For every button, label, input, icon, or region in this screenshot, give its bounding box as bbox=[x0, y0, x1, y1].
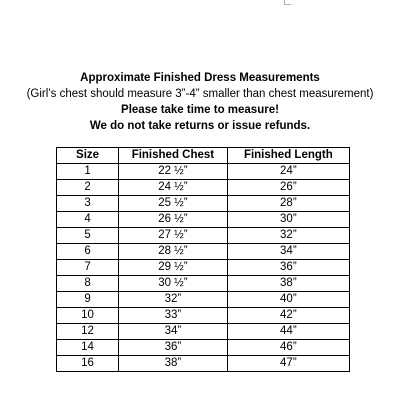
cell-chest: 24 ½” bbox=[119, 180, 228, 196]
cell-chest: 36” bbox=[119, 340, 228, 356]
cell-chest: 28 ½” bbox=[119, 244, 228, 260]
returns-policy: We do not take returns or issue refunds. bbox=[89, 120, 311, 132]
cell-size: 12 bbox=[57, 324, 119, 340]
table-row bbox=[57, 276, 350, 292]
page-corner-mark bbox=[284, 0, 291, 5]
cell-size: 6 bbox=[57, 244, 119, 260]
cell-length: 34” bbox=[227, 244, 349, 260]
cell-chest: 33” bbox=[119, 308, 228, 324]
table-header-row bbox=[57, 148, 350, 164]
cell-length: 28” bbox=[227, 196, 349, 212]
cell-size: 1 bbox=[57, 164, 119, 180]
cell-length: 42” bbox=[227, 308, 349, 324]
measurement-note: (Girl’s chest should measure 3”-4” smaller than chest measurement) bbox=[26, 88, 374, 100]
cell-length: 40” bbox=[227, 292, 349, 308]
cell-size: 10 bbox=[57, 308, 119, 324]
cell-chest: 38” bbox=[119, 356, 228, 372]
table-row bbox=[57, 340, 350, 356]
cell-chest: 30 ½” bbox=[119, 276, 228, 292]
table-row bbox=[57, 244, 350, 260]
cell-size: 8 bbox=[57, 276, 119, 292]
table-row bbox=[57, 180, 350, 196]
table-row bbox=[57, 308, 350, 324]
cell-length: 46” bbox=[227, 340, 349, 356]
cell-length: 30” bbox=[227, 212, 349, 228]
cell-length: 47” bbox=[227, 356, 349, 372]
cell-chest: 26 ½” bbox=[119, 212, 228, 228]
cell-size: 3 bbox=[57, 196, 119, 212]
table-row bbox=[57, 228, 350, 244]
table-row bbox=[57, 164, 350, 180]
table-row bbox=[57, 324, 350, 340]
table-row bbox=[57, 260, 350, 276]
cell-length: 36” bbox=[227, 260, 349, 276]
cell-size: 9 bbox=[57, 292, 119, 308]
cell-size: 4 bbox=[57, 212, 119, 228]
cell-chest: 29 ½” bbox=[119, 260, 228, 276]
cell-length: 24” bbox=[227, 164, 349, 180]
cell-size: 16 bbox=[57, 356, 119, 372]
measure-instruction: Please take time to measure! bbox=[121, 104, 279, 116]
header-finished-chest: Finished Chest bbox=[119, 148, 228, 164]
header-size: Size bbox=[57, 148, 119, 164]
cell-length: 38” bbox=[227, 276, 349, 292]
table-row bbox=[57, 212, 350, 228]
document-heading bbox=[0, 70, 400, 134]
cell-length: 44” bbox=[227, 324, 349, 340]
cell-chest: 27 ½” bbox=[119, 228, 228, 244]
cell-size: 2 bbox=[57, 180, 119, 196]
cell-length: 32” bbox=[227, 228, 349, 244]
cell-chest: 32” bbox=[119, 292, 228, 308]
table-row bbox=[57, 196, 350, 212]
header-finished-length: Finished Length bbox=[227, 148, 349, 164]
measurements-table bbox=[56, 147, 350, 372]
cell-chest: 34” bbox=[119, 324, 228, 340]
table-row bbox=[57, 292, 350, 308]
document-title: Approximate Finished Dress Measurements bbox=[80, 72, 320, 84]
cell-chest: 22 ½” bbox=[119, 164, 228, 180]
cell-chest: 25 ½” bbox=[119, 196, 228, 212]
cell-size: 5 bbox=[57, 228, 119, 244]
table-row bbox=[57, 356, 350, 372]
cell-length: 26” bbox=[227, 180, 349, 196]
cell-size: 7 bbox=[57, 260, 119, 276]
cell-size: 14 bbox=[57, 340, 119, 356]
